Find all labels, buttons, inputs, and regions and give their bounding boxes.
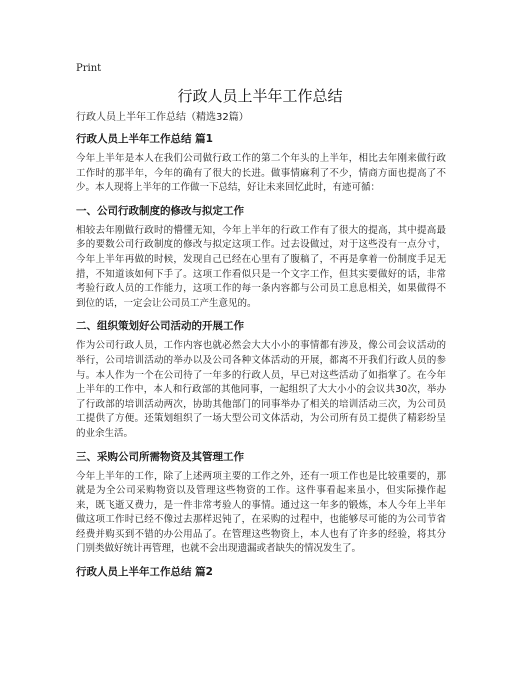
section2-paragraph: 作为公司行政人员，工作内容也就必然会大大小小的事情都有涉及，像公司会议活动的举行，公司培训活动的举办以及公司各种文体活动的开展，都离不开我们行政人员的参与。本人作为一个在公司待了一年多的行政人员，早已对这些活动了如指掌了。在今年上半年的工作中，本人和行政部的其他同事，一起组织了大大小小的会议共30次，举办了行政部的培训活动两次，协助其他部门的同事举办了相关的培训活动三次，为公司员工提供了方便。还策划组织了一场大型公司文体活动，为公司所有员工提供了精彩纷呈的业余生活。 <box>76 340 446 439</box>
section1-paragraph: 相较去年刚做行政时的懵懂无知，今年上半年的行政工作有了很大的提高，其中提高最多的要数公司行政制度的修改与拟定这项工作。过去设做过，对于这些没有一点分寸，今年上半年再做的时候，发现自己已经在心里有了腹稿了，不再是拿着一份制度手足无措，不知道该如何下手了。这项工作看似只是一个文字工作，但其实要做好的话，非常考验行政人员的工作能力，这项工作的每一条内容都与公司员工息息相关，如果做得不到位的话，一定会让公司员工产生意见的。 <box>76 224 446 309</box>
article-body <box>76 111 446 585</box>
article-subtitle: 行政人员上半年工作总结（精选32篇） <box>76 112 249 123</box>
section3-paragraph: 今年上半年的工作，除了上述两项主要的工作之外，还有一项工作也是比较重要的，那就是为全公司采购物资以及管理这些物资的工作。这件事看起来虽小，但实际操作起来，既飞逝又费力，是一件非常考验人的事情。通过这一年多的锻炼，本人今年上半年做这项工作时已经不像过去那样迟钝了，在采购的过程中，也能够尽可能的为公司节省经费并购买到不错的办公用品了。在管理这些物资上，本人也有了许多的经验，将其分门别类做好统计再管理，也就不会出现遗漏或者缺失的情况发生了。 <box>76 470 446 555</box>
print-link[interactable]: Print <box>76 63 102 74</box>
intro-paragraph: 今年上半年是本人在我们公司做行政工作的第二个年头的上半年，相比去年刚来做行政工作时的那半年，今年的确有了很大的长进。做事情麻利了不少，情商方面也提高了不少。本人现将上半年的工作做一下总结，好让未来回忆此时，有迹可循： <box>76 153 446 194</box>
section3-heading: 三、采购公司所需物资及其管理工作 <box>76 450 244 463</box>
part2-heading: 行政人员上半年工作总结 篇2 <box>76 566 213 579</box>
part1-heading: 行政人员上半年工作总结 篇1 <box>76 133 213 145</box>
section2-heading: 二、组织策划好公司活动的开展工作 <box>76 320 244 333</box>
page-title: 行政人员上半年工作总结 <box>177 87 343 105</box>
section1-heading: 一、公司行政制度的修改与拟定工作 <box>76 204 244 217</box>
